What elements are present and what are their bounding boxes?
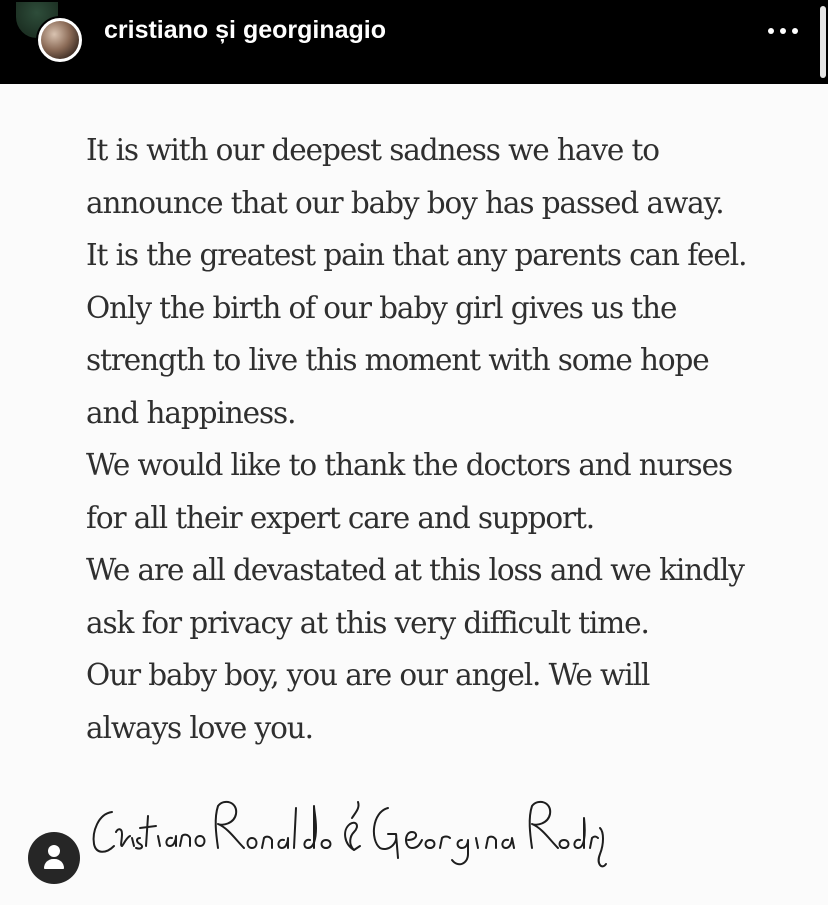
more-options-button[interactable]: [762, 18, 804, 44]
statement-line: We are all devastated at this loss and we kindly: [86, 553, 744, 587]
statement-line: ask for privacy at this very difficult time.: [86, 605, 649, 640]
avatar-photo: [41, 21, 79, 59]
statement-line: It is with our deepest sadness we have to: [86, 133, 659, 167]
statement-line: It is the greatest pain that any parents can feel.: [86, 238, 747, 272]
account-name[interactable]: cristiano și georginagio: [104, 16, 386, 44]
profile-avatar-button[interactable]: [28, 832, 80, 884]
handwritten-signature: [88, 788, 608, 878]
account-avatars[interactable]: [14, 0, 86, 70]
statement-text: [86, 128, 786, 758]
avatar-georginagio[interactable]: [36, 16, 84, 64]
statement-line: announce that our baby boy has passed away.: [86, 185, 724, 220]
statement-line: Only the birth of our baby girl gives us the: [86, 290, 677, 325]
statement-line: We would like to thank the doctors and nurses: [86, 448, 732, 482]
user-avatar-icon: [48, 845, 60, 857]
statement-line: strength to live this moment with some hope: [86, 343, 709, 377]
more-horizontal-icon: [792, 28, 798, 34]
scrollbar-thumb[interactable]: [820, 6, 826, 78]
user-avatar-icon: [44, 859, 64, 869]
statement-line: always love you.: [86, 710, 313, 745]
statement-line: for all their expert care and support.: [86, 500, 595, 535]
post-image: [0, 84, 828, 905]
more-horizontal-icon: [780, 28, 786, 34]
statement-line: Our baby boy, you are our angel. We will: [86, 658, 650, 692]
more-horizontal-icon: [768, 28, 774, 34]
story-header: [0, 0, 828, 84]
statement-line: and happiness.: [86, 395, 296, 430]
